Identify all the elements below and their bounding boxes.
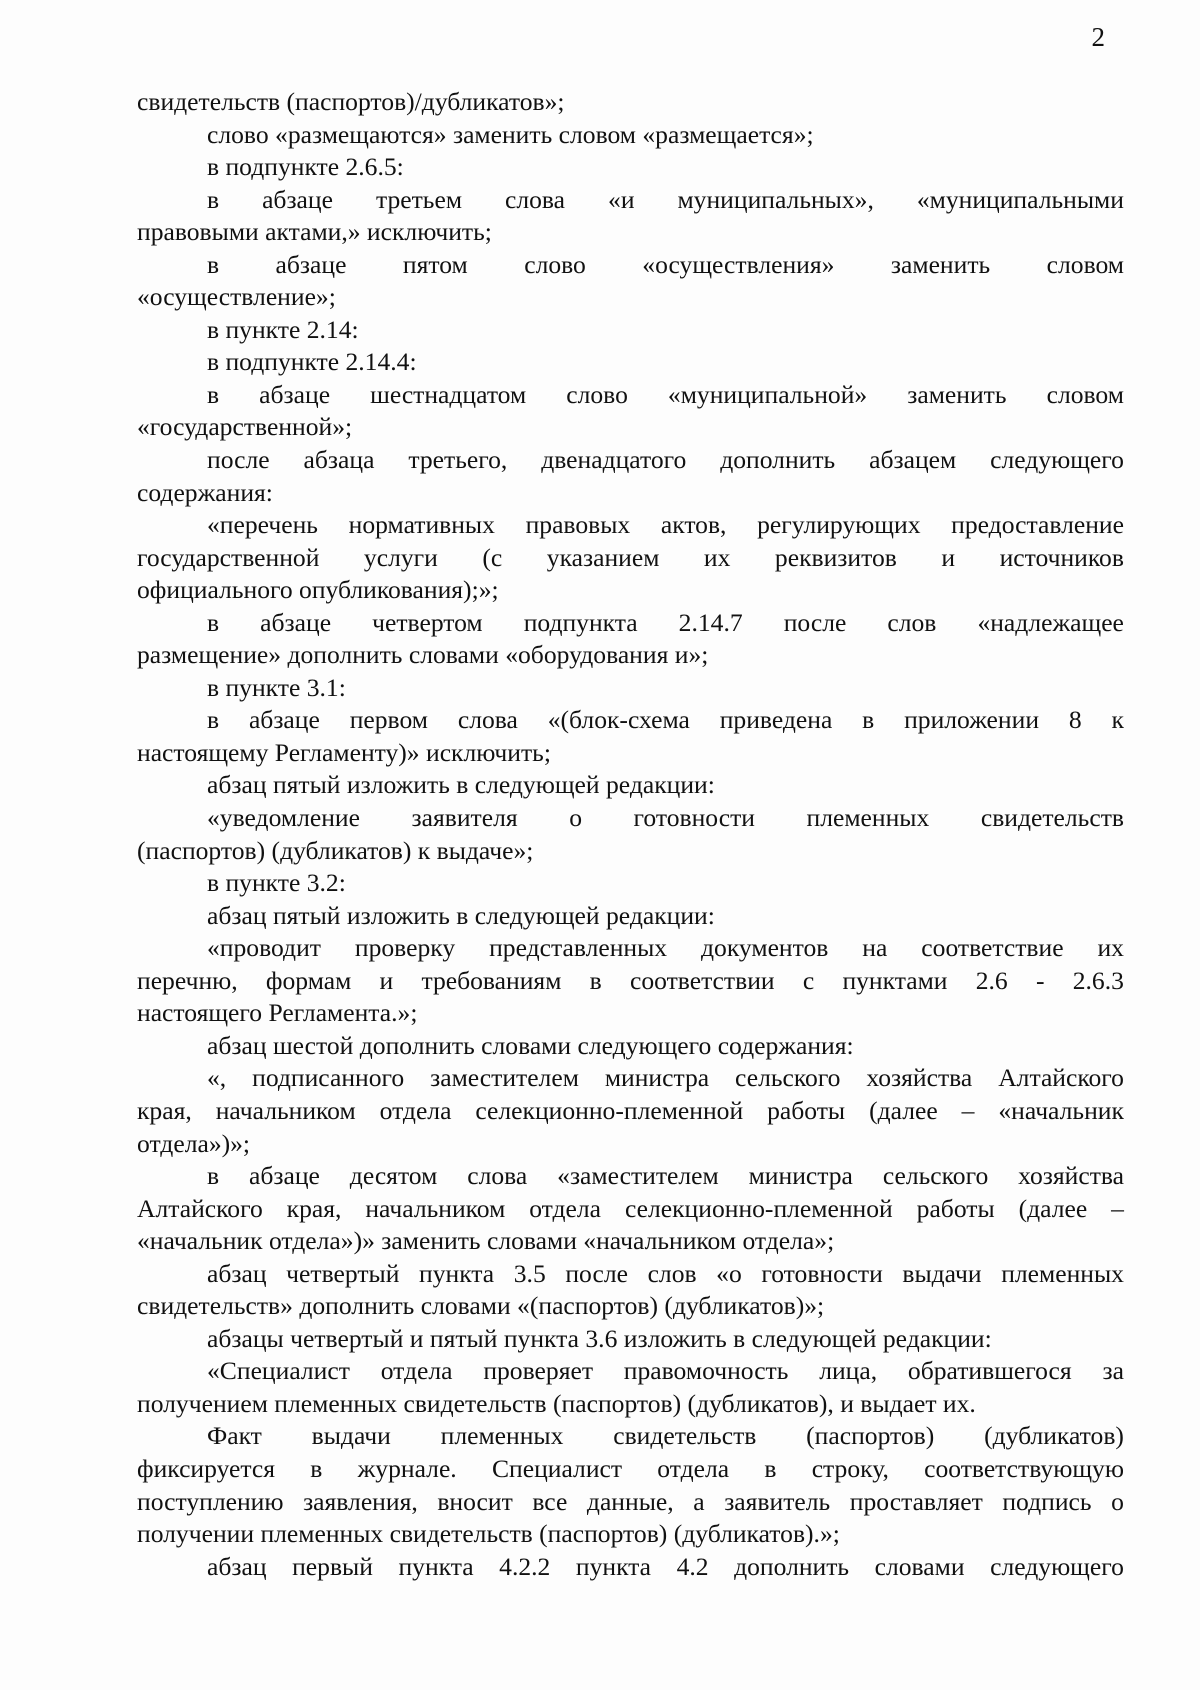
text-word: «перечень — [207, 510, 318, 540]
text-word: после — [565, 1258, 628, 1288]
text-word: абзаца — [303, 445, 375, 475]
text-word: «(блок-схема — [547, 705, 690, 735]
text-word: «и — [608, 184, 635, 214]
text-word: в — [310, 1453, 323, 1483]
text-word: в — [207, 1161, 220, 1191]
text-word: десятом — [349, 1161, 438, 1191]
text-word: поступлению — [137, 1486, 284, 1516]
text-word: (далее — [869, 1095, 938, 1125]
text-word: абзац шестой дополнить словами следующего содержания: — [207, 1030, 854, 1060]
text-word: пункта — [398, 1551, 474, 1581]
text-word: (паспортов) — [806, 1421, 935, 1451]
text-word: 4.2.2 — [499, 1551, 551, 1581]
page-number: 2 — [1091, 22, 1105, 52]
text-word: в подпункте 2.14.4: — [207, 347, 417, 377]
text-word: за — [1102, 1356, 1124, 1386]
text-word: «начальник — [998, 1095, 1124, 1125]
text-line — [137, 1258, 1124, 1291]
text-word: четвертый — [286, 1258, 400, 1288]
text-word: отдела — [379, 1095, 452, 1125]
text-line — [137, 86, 1124, 119]
text-line — [137, 867, 1124, 900]
text-line — [137, 607, 1124, 640]
text-word: на — [862, 933, 888, 963]
text-word: проверяет — [483, 1356, 594, 1386]
text-word: формам — [265, 965, 352, 995]
text-word: проверку — [354, 933, 456, 963]
text-line — [137, 314, 1124, 347]
text-word: «начальник отдела»)» заменить словами «начальником отдела»; — [137, 1226, 835, 1256]
text-line — [137, 1193, 1124, 1226]
text-word: четвертом — [372, 607, 483, 637]
text-line — [137, 1225, 1124, 1258]
text-word: министра — [748, 1161, 853, 1191]
text-word: словом — [1046, 249, 1124, 279]
text-line — [137, 769, 1124, 802]
text-word: (дубликатов) — [984, 1421, 1124, 1451]
text-word: в — [764, 1453, 777, 1483]
text-line — [137, 1420, 1124, 1453]
text-line — [137, 249, 1124, 282]
text-word: министра — [604, 1063, 710, 1093]
text-word: пунктами — [842, 965, 948, 995]
text-word: подпункта — [523, 607, 638, 637]
text-word: начальником — [365, 1193, 506, 1223]
text-word: обратившегося — [907, 1356, 1072, 1386]
text-word: абзаце — [262, 184, 333, 214]
text-word: абзац пятый изложить в следующей редакции: — [207, 770, 715, 800]
text-line — [137, 444, 1124, 477]
text-word: заменить — [907, 379, 1007, 409]
text-word: перечню, — [137, 965, 238, 995]
text-line — [137, 835, 1124, 868]
text-line — [137, 1453, 1124, 1486]
text-word: 8 — [1068, 705, 1082, 735]
text-line — [137, 1551, 1124, 1584]
text-word: о — [1111, 1486, 1124, 1516]
text-word: 2.6.3 — [1072, 965, 1124, 995]
text-word: их — [703, 542, 731, 572]
text-word: словами — [874, 1551, 965, 1581]
text-word: - — [1035, 965, 1045, 995]
text-line — [137, 1486, 1124, 1519]
text-line — [137, 542, 1124, 575]
text-line — [137, 1062, 1124, 1095]
text-word: предоставление — [951, 510, 1124, 540]
text-word: подпись — [1002, 1486, 1092, 1516]
text-word: пункта — [419, 1258, 495, 1288]
text-word: (с — [482, 542, 503, 572]
text-line — [137, 151, 1124, 184]
text-line — [137, 1518, 1124, 1551]
text-line — [137, 704, 1124, 737]
text-word: (далее — [1018, 1193, 1088, 1223]
text-word: хозяйства — [866, 1063, 973, 1093]
text-word: актов, — [660, 510, 727, 540]
text-word: сельского — [735, 1063, 841, 1093]
text-word: их — [1097, 933, 1124, 963]
text-line — [137, 1128, 1124, 1161]
text-word: 4.2 — [676, 1551, 709, 1581]
text-word: сельского — [882, 1161, 989, 1191]
text-line — [137, 411, 1124, 444]
text-word: слов — [647, 1258, 697, 1288]
text-word: заместителем — [430, 1063, 579, 1093]
text-word: и — [941, 542, 956, 572]
text-word: вносит — [437, 1486, 513, 1516]
text-word: племенных — [440, 1421, 564, 1451]
text-word: правовыми актами,» исключить; — [137, 217, 492, 247]
text-line — [137, 1388, 1124, 1421]
text-word: Специалист — [491, 1453, 623, 1483]
text-word: в — [862, 705, 875, 735]
text-word: слово — [524, 249, 586, 279]
text-word: свидетельств — [613, 1421, 757, 1451]
text-word: услуги — [363, 542, 438, 572]
text-line — [137, 184, 1124, 217]
text-word: двенадцатого — [541, 445, 687, 475]
text-word: приложении — [904, 705, 1040, 735]
text-line — [137, 574, 1124, 607]
text-word: отдела»)»; — [137, 1128, 251, 1158]
text-word: племенных — [1001, 1258, 1124, 1288]
text-word: края, — [286, 1193, 342, 1223]
text-word: «осуществления» — [642, 249, 835, 279]
text-word: в подпункте 2.6.5: — [207, 152, 404, 182]
text-word: заявитель — [724, 1486, 831, 1516]
text-word: «муниципальными — [916, 184, 1124, 214]
text-word: в пункте 3.2: — [207, 868, 346, 898]
text-line — [137, 965, 1124, 998]
text-word: соответствующую — [924, 1453, 1124, 1483]
text-word: в — [207, 705, 220, 735]
text-word: получением племенных свидетельств (паспортов) (дубликатов), и выдает их. — [137, 1388, 976, 1418]
text-word: указанием — [546, 542, 660, 572]
text-word: выдачи — [902, 1258, 982, 1288]
text-word: следующего — [990, 445, 1124, 475]
text-word: – — [1111, 1193, 1124, 1223]
text-word: соответствие — [921, 933, 1064, 963]
text-word: абзаце — [248, 1161, 320, 1191]
text-word: заявления, — [303, 1486, 418, 1516]
text-word: дополнить — [720, 445, 836, 475]
text-word: края, — [137, 1095, 192, 1125]
text-word: настоящего Регламента.»; — [137, 998, 418, 1028]
text-word: абзаце — [259, 379, 331, 409]
text-line — [137, 1355, 1124, 1388]
text-word: проставляет — [849, 1486, 983, 1516]
text-line — [137, 379, 1124, 412]
text-word: «муниципальной» — [667, 379, 868, 409]
text-word: селекционно-племенной — [475, 1095, 744, 1125]
text-line — [137, 1095, 1124, 1128]
text-word: шестнадцатом — [370, 379, 527, 409]
text-word: настоящему Регламенту)» исключить; — [137, 737, 551, 767]
text-line — [137, 737, 1124, 770]
text-line — [137, 900, 1124, 933]
text-word: «осуществление»; — [137, 282, 336, 312]
text-word: после — [207, 445, 270, 475]
text-word: третьем — [375, 184, 463, 214]
text-word: «надлежащее — [977, 607, 1124, 637]
text-word: слова — [467, 1161, 528, 1191]
text-word: работы — [916, 1193, 995, 1223]
text-word: заявителя — [411, 803, 518, 833]
text-word: 2.14.7 — [678, 607, 743, 637]
text-word: выдачи — [311, 1421, 391, 1451]
text-word: в пункте 2.14: — [207, 314, 359, 344]
text-word: в — [207, 607, 220, 637]
text-word: дополнить — [734, 1551, 850, 1581]
text-word: слова — [457, 705, 518, 735]
text-line — [137, 932, 1124, 965]
text-word: «государственной»; — [137, 412, 353, 442]
text-word: племенных — [806, 803, 930, 833]
text-word: абзаце — [248, 705, 320, 735]
text-word: в — [207, 184, 220, 214]
text-line — [137, 672, 1124, 705]
text-word: пятом — [402, 249, 468, 279]
text-word: слово — [566, 379, 628, 409]
text-word: первом — [349, 705, 428, 735]
text-word: в — [589, 965, 602, 995]
text-word: «проводит — [207, 933, 321, 963]
text-word: (паспортов) (дубликатов) к выдаче»; — [137, 835, 534, 865]
text-word: в — [207, 379, 220, 409]
text-line — [137, 1160, 1124, 1193]
text-word: «, — [207, 1063, 227, 1093]
text-word: следующего — [990, 1551, 1124, 1581]
text-word: пункта — [575, 1551, 652, 1581]
text-word: свидетельств (паспортов)/дубликатов»; — [137, 87, 565, 116]
text-word: работы — [767, 1095, 846, 1125]
text-line — [137, 997, 1124, 1030]
text-word: к — [1111, 705, 1124, 735]
text-word: абзац — [207, 1551, 267, 1581]
text-word: абзац пятый изложить в следующей редакции: — [207, 900, 715, 930]
text-word: «Специалист — [207, 1356, 350, 1386]
text-word: слов — [887, 607, 937, 637]
text-line — [137, 1290, 1124, 1323]
text-word: отдела — [657, 1453, 730, 1483]
text-line — [137, 119, 1124, 152]
text-word: «заместителем — [557, 1161, 719, 1191]
text-word: нормативных — [348, 510, 495, 540]
text-word: фиксируется — [137, 1453, 276, 1483]
text-word: «о — [716, 1258, 742, 1288]
text-word: подписанного — [252, 1063, 405, 1093]
text-word: абзацем — [869, 445, 957, 475]
text-word: 2.6 — [975, 965, 1008, 995]
text-word: 3.5 — [513, 1258, 546, 1288]
text-word: правовых — [525, 510, 631, 540]
text-word: данные, — [586, 1486, 674, 1516]
text-word: требованиям — [421, 965, 562, 995]
text-word: в пункте 3.1: — [207, 672, 346, 702]
text-word: соответствии — [629, 965, 775, 995]
text-word: свидетельств» дополнить словами «(паспортов) (дубликатов)»; — [137, 1291, 825, 1321]
text-word: готовности — [761, 1258, 883, 1288]
text-word: а — [693, 1486, 705, 1516]
text-line — [137, 477, 1124, 510]
text-word: Факт — [207, 1421, 262, 1451]
text-word: заменить — [890, 249, 991, 279]
text-word: абзаце — [275, 249, 347, 279]
text-word: лица, — [819, 1356, 878, 1386]
text-word: представленных — [489, 933, 668, 963]
text-word: словом — [1046, 379, 1124, 409]
text-word: третьего, — [408, 445, 508, 475]
text-word: строку, — [811, 1453, 889, 1483]
text-line — [137, 639, 1124, 672]
text-word: размещение» дополнить словами «оборудования и»; — [137, 640, 709, 670]
text-word: отдела — [529, 1193, 602, 1223]
text-word: свидетельств — [980, 803, 1124, 833]
text-word: муниципальных», — [677, 184, 874, 214]
text-word: абзац — [207, 1258, 267, 1288]
text-word: Алтайского — [998, 1063, 1124, 1093]
text-word: готовности — [633, 803, 755, 833]
text-word: получении племенных свидетельств (паспортов) (дубликатов).»; — [137, 1519, 840, 1549]
text-line — [137, 1323, 1124, 1356]
text-word: регулирующих — [757, 510, 921, 540]
text-line — [137, 346, 1124, 379]
text-word: слова — [505, 184, 566, 214]
text-word: о — [569, 803, 582, 833]
text-word: правомочность — [623, 1356, 789, 1386]
text-line — [137, 281, 1124, 314]
text-word: – — [961, 1095, 975, 1125]
text-word: «уведомление — [207, 803, 360, 833]
text-word: приведена — [719, 705, 833, 735]
text-line — [137, 509, 1124, 542]
text-line — [137, 1030, 1124, 1063]
text-word: отдела — [380, 1356, 453, 1386]
text-word: с — [802, 965, 815, 995]
text-word: содержания: — [137, 477, 273, 507]
text-line — [137, 216, 1124, 249]
text-line — [137, 802, 1124, 835]
document-body — [137, 86, 1124, 1583]
text-word: в — [207, 249, 220, 279]
text-word: реквизитов — [774, 542, 897, 572]
text-word: официального опубликования);»; — [137, 575, 499, 605]
text-word: документов — [701, 933, 829, 963]
text-word: слово «размещаются» заменить словом «размещается»; — [207, 119, 814, 149]
text-word: и — [379, 965, 394, 995]
text-word: хозяйства — [1018, 1161, 1124, 1191]
text-word: абзацы четвертый и пятый пункта 3.6 изложить в следующей редакции: — [207, 1323, 992, 1353]
text-word: все — [532, 1486, 568, 1516]
text-word: государственной — [137, 542, 320, 572]
text-word: после — [783, 607, 847, 637]
text-word: источников — [999, 542, 1124, 572]
text-word: начальником — [215, 1095, 356, 1125]
text-word: журнале. — [357, 1453, 457, 1483]
text-word: селекционно-племенной — [624, 1193, 893, 1223]
text-word: абзаце — [260, 607, 332, 637]
text-word: Алтайского — [137, 1193, 263, 1223]
text-word: первый — [292, 1551, 373, 1581]
